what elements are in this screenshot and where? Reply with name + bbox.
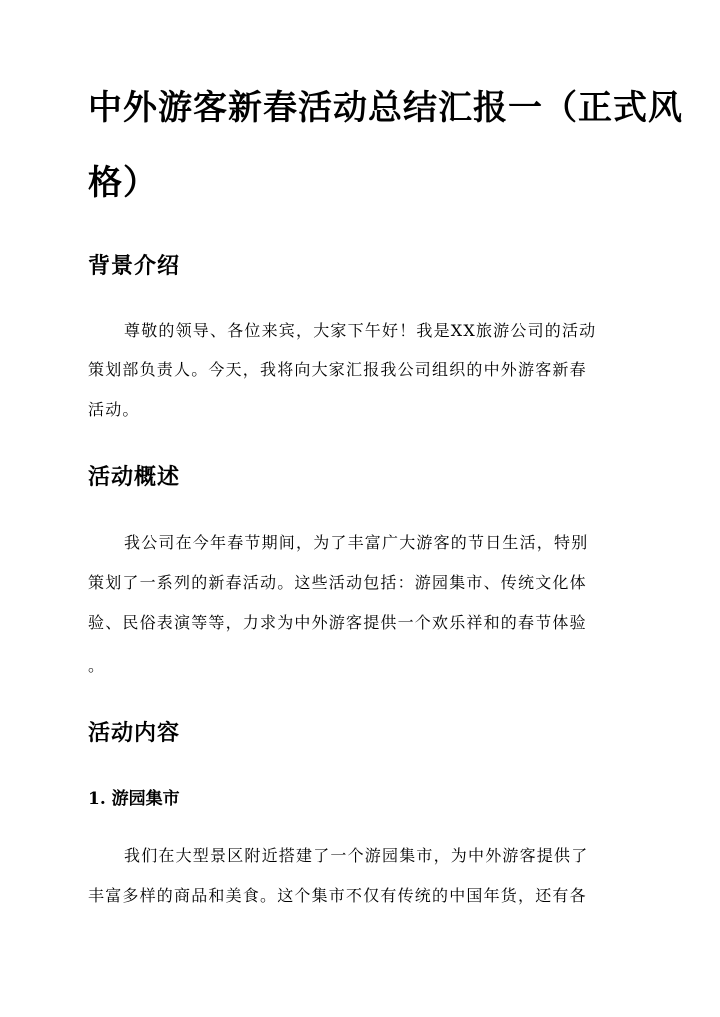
paragraph-line: 活动。 [88, 400, 140, 419]
paragraph-line: 我们在大型景区附近搭建了一个游园集市，为中外游客提供了 [124, 846, 589, 865]
paragraph-line: 丰富多样的商品和美食。这个集市不仅有传统的中国年货，还有各 [88, 886, 587, 905]
document-title-line-1: 中外游客新春活动总结汇报一（正式风 [88, 88, 683, 128]
paragraph-line: 策划部负责人。今天，我将向大家汇报我公司组织的中外游客新春 [88, 360, 587, 379]
paragraph-line: 策划了一系列的新春活动。这些活动包括：游园集市、传统文化体 [88, 573, 587, 592]
section-heading-content: 活动内容 [88, 720, 181, 746]
paragraph-line: 验、民俗表演等等，力求为中外游客提供一个欢乐祥和的春节体验 [88, 613, 587, 632]
paragraph-line: 我公司在今年春节期间，为了丰富广大游客的节日生活，特别 [124, 533, 589, 552]
subsection-heading-market: 1. 游园集市 [88, 789, 180, 809]
document-title-line-2: 格） [88, 163, 158, 203]
section-heading-overview: 活动概述 [88, 464, 181, 490]
section-heading-background: 背景介绍 [88, 253, 181, 279]
paragraph-line: 尊敬的领导、各位来宾，大家下午好！我是XX旅游公司的活动 [124, 321, 597, 340]
paragraph-line: 。 [88, 656, 106, 675]
